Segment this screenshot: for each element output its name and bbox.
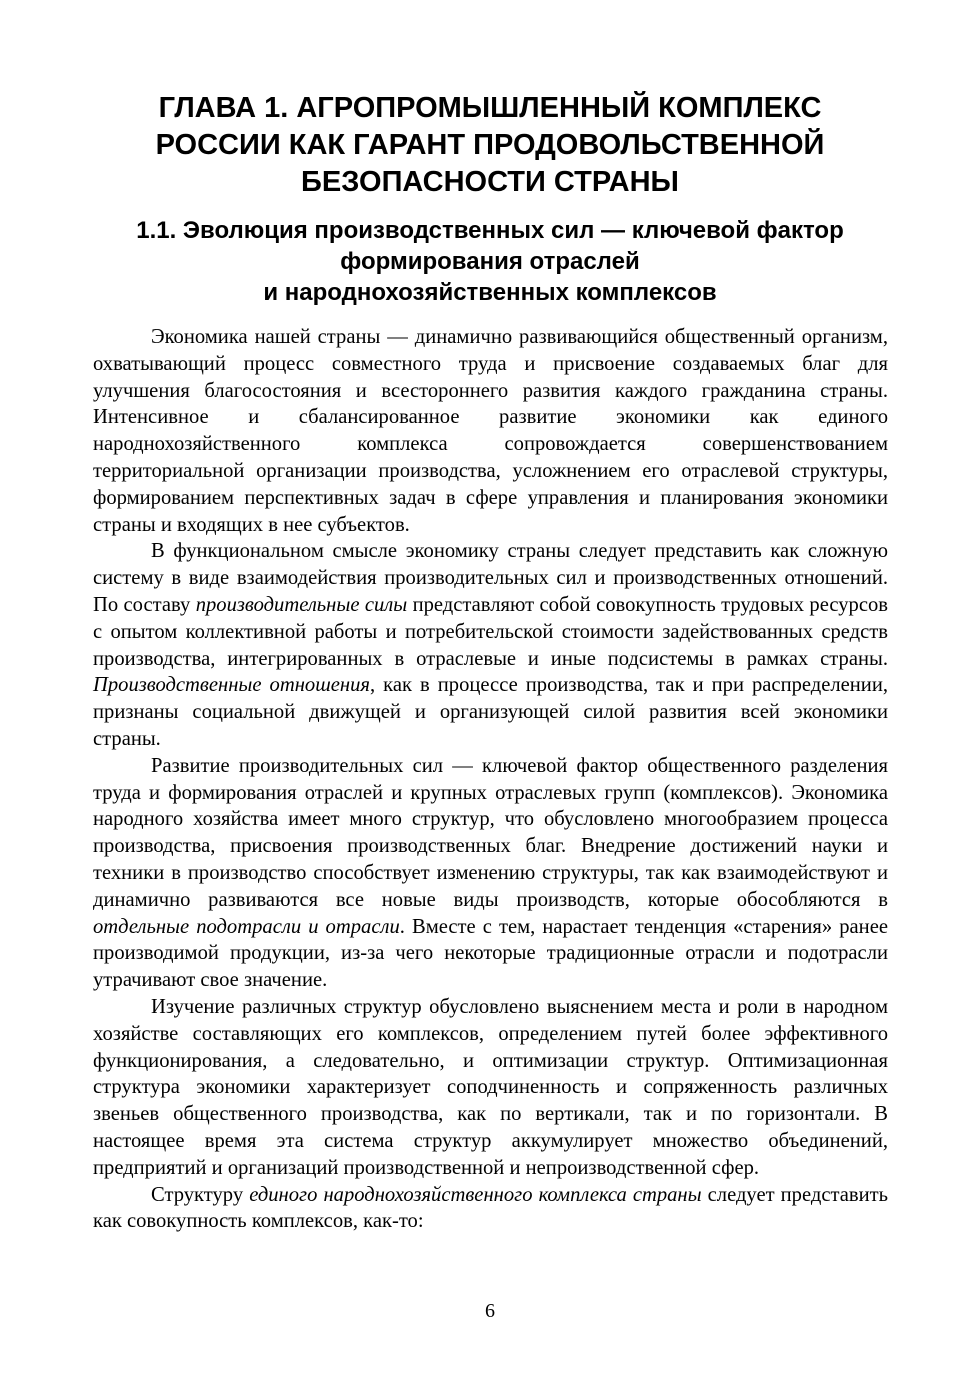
page-number: 6: [485, 1300, 495, 1322]
chapter-title: [70, 90, 910, 201]
section-title: [70, 215, 910, 308]
paragraph-5: [93, 1182, 888, 1236]
paragraph-text: , как в процессе производства, так и при распределении, признаны социальной движущей и организующей силой развития всей экономики страны.: [93, 674, 889, 750]
paragraph-2: [93, 538, 888, 752]
paragraph-1: Экономика нашей страны — динамично развивающийся общественный организм, охватывающий процесс совместного труда и присвоение создаваемых благ для улучшения благосостояния и всестороннего развития каждого гражданина страны. Интенсивное и сбалансированное развитие экономики как единого народнохозяйственного комплекса сопровождается совершенствованием территориальной организации производства, усложнением его отраслевой структуры, формированием перспективных задач в сфере управления и планирования экономики страны и входящих в нее субъектов.: [93, 326, 888, 536]
chapter-title-line: ГЛАВА 1. АГРОПРОМЫШЛЕННЫЙ КОМПЛЕКС: [158, 92, 822, 124]
italic-term-production-relations: Производственные отношения: [93, 674, 370, 697]
italic-term-productive-forces: производительные силы: [195, 593, 408, 616]
paragraph-text: . Вместе с тем, нарастает тенденция «старения» ранее производимой продукции, из-за чего некоторые традиционные отрасли и подотрасли утрачивают свое значение.: [93, 915, 888, 992]
body-text: [93, 324, 888, 1235]
paragraph-text: следует представить как совокупность комплексов, как-то:: [93, 1183, 888, 1233]
section-title-line: формирования отраслей: [340, 248, 640, 275]
italic-term-subsectors: отдельные подотрасли и отрасли: [93, 915, 400, 938]
paragraph-4: Изучение различных структур обусловлено выяснением места и роли в народном хозяйстве составляющих его комплексов, определением путей более эффективного функционирования, а следовательно, и оптимизации структур. Оптимизационная структура экономики характеризует соподчиненность и сопряженность различных звеньев общественного производства, как по вертикали, так и по горизонтали. В настоящее время эта система структур аккумулирует множество объединений, предприятий и организаций производственной и непроизводственной сфер.: [93, 995, 888, 1179]
paragraph-text: представляют собой совокупность трудовых ресурсов с опытом коллективной работы и потребительской стоимости задействованных средств производства, интегрированных в отраслевые и иные подсистемы в рамках страны.: [93, 593, 888, 670]
section-title-line: 1.1. Эволюция производственных сил — ключевой фактор: [136, 217, 844, 244]
italic-term-national-complex: единого народнохозяйственного комплекса страны: [249, 1183, 702, 1206]
section-title-line: и народнохозяйственных комплексов: [263, 279, 717, 306]
chapter-title-line: БЕЗОПАСНОСТИ СТРАНЫ: [301, 166, 679, 198]
paragraph-text: В функциональном смысле экономику страны следует представить как сложную систему в виде взаимодействия производительных сил и производственных отношений. По составу: [93, 540, 888, 616]
paragraph-3: [93, 753, 888, 994]
paragraph-text: Развитие производительных сил — ключевой фактор общественного разделения труда и формирования отраслей и крупных отраслевых групп (комплексов). Экономика народного хозяйства имеет много структур, что обусловлено многообразием процесса производства, присвоения производственных благ. Внедрение достижений науки и техники в производство способствует изменению структуры, так как взаимодействуют и динамично развиваются все новые виды производств, которые обособляются в: [93, 754, 888, 911]
paragraph-text: Структуру: [151, 1183, 250, 1206]
chapter-title-line: РОССИИ КАК ГАРАНТ ПРОДОВОЛЬСТВЕННОЙ: [155, 129, 825, 161]
